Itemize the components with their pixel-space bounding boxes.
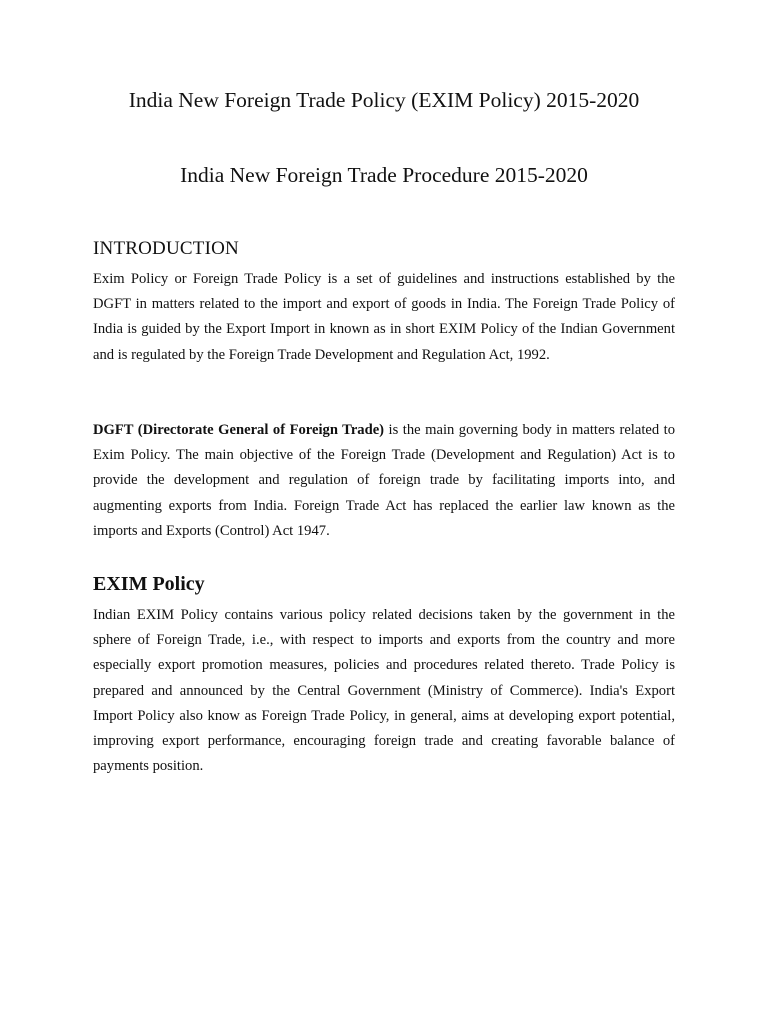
exim-policy-heading: EXIM Policy: [93, 573, 205, 595]
document-title: India New Foreign Trade Policy (EXIM Policy) 2015-2020: [128, 88, 640, 112]
introduction-paragraph: Exim Policy or Foreign Trade Policy is a set of guidelines and instructions established by the DGFT in matters related to the import and export of goods in India. The Foreign Trade Policy of India is guided by the Export Import in known as in short EXIM Policy of the Indian Government and is regulated by the Foreign Trade Development and Regulation Act, 1992.: [93, 271, 675, 363]
dgft-paragraph: [93, 418, 675, 544]
document-subtitle: India New Foreign Trade Procedure 2015-2020: [180, 163, 588, 187]
exim-policy-paragraph: Indian EXIM Policy contains various policy related decisions taken by the government in the sphere of Foreign Trade, i.e., with respect to imports and exports from the country and more especially export promotion measures, policies and procedures related thereto. Trade Policy is prepared and announced by the Central Government (Ministry of Commerce). India's Export Import Policy also know as Foreign Trade Policy, in general, aims at developing export potential, improving export performance, encouraging foreign trade and creating favorable balance of payments position.: [93, 607, 675, 775]
dgft-bold-lead: DGFT (Directorate General of Foreign Trade): [93, 422, 385, 438]
introduction-heading: INTRODUCTION: [93, 238, 239, 259]
dgft-paragraph-text: is the main governing body in matters related to Exim Policy. The main objective of the Foreign Trade (Development and Regulation) Act is to provide the development and regulation of foreign trade by facilitating imports into, and augmenting exports from India. Foreign Trade Act has replaced the earlier law known as the imports and Exports (Control) Act 1947.: [93, 422, 676, 539]
